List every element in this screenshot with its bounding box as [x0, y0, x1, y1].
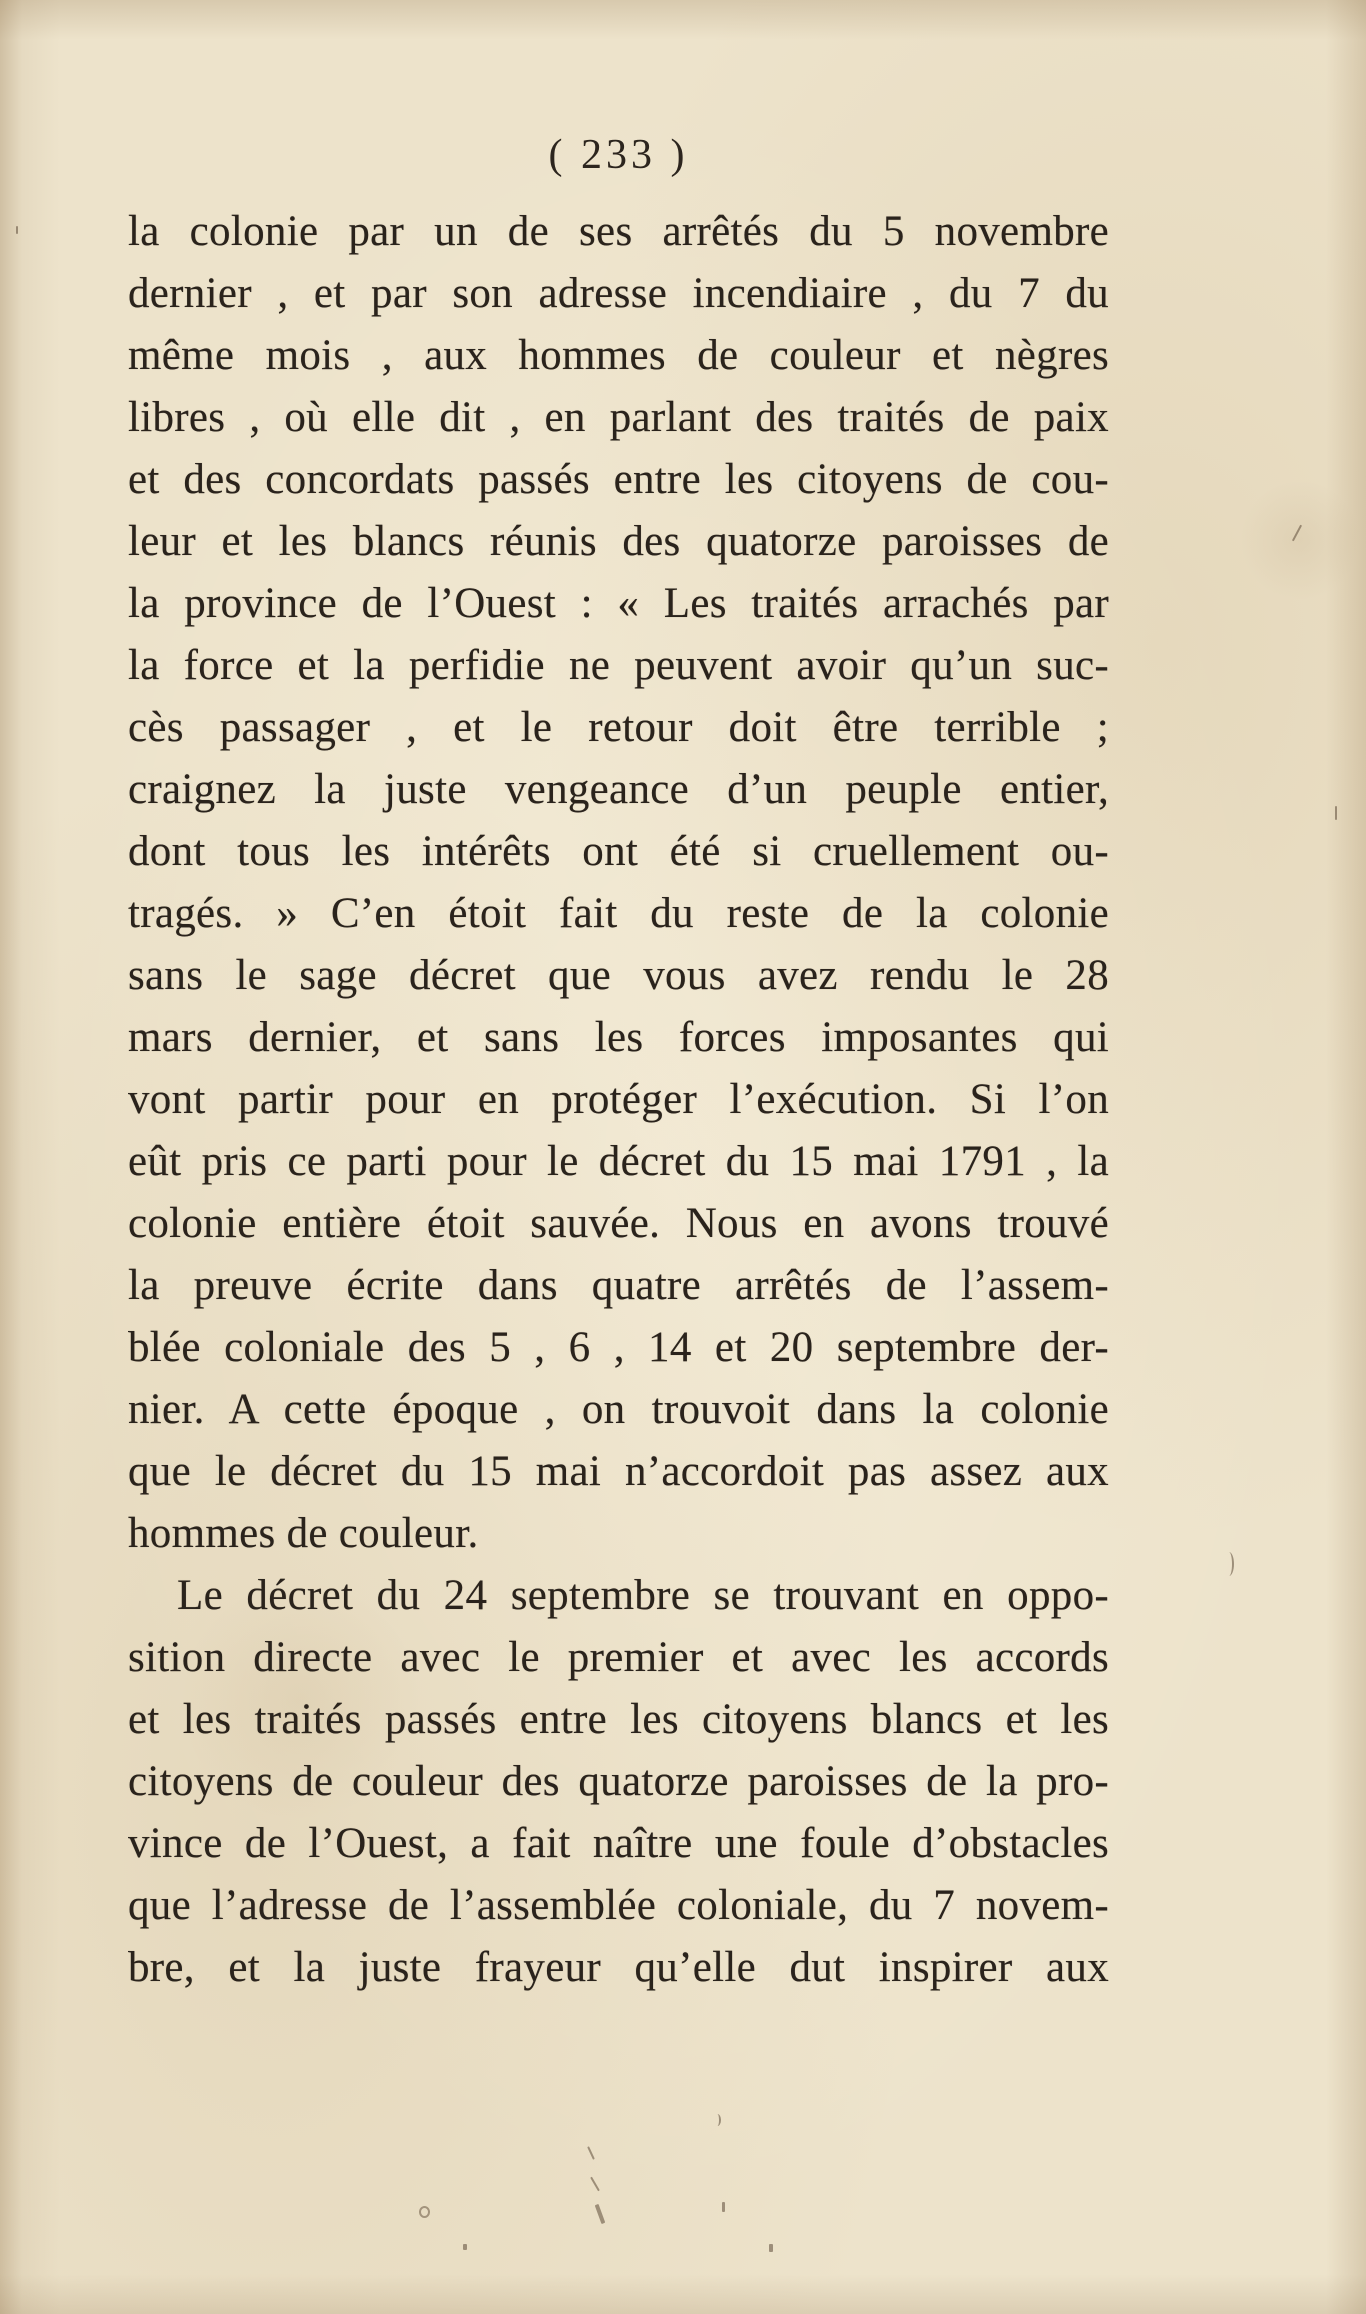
text-line: que l’adresse de l’assemblée coloniale, du 7 novem- [128, 1882, 1109, 1929]
text-line: leur et les blancs réunis des quatorze paroisses de [128, 518, 1109, 565]
text-line: dernier , et par son adresse incendiaire , du 7 du [128, 270, 1109, 317]
text-line: la force et la perfidie ne peuvent avoir qu’un suc- [128, 642, 1109, 689]
text-line: dont tous les intérêts ont été si cruellement ou- [128, 828, 1109, 875]
text-line: même mois , aux hommes de couleur et nègres [128, 332, 1109, 379]
text-line: vont partir pour en protéger l’exécution. Si l’on [128, 1076, 1109, 1123]
text-line: tragés. » C’en étoit fait du reste de la colonie [128, 890, 1109, 937]
text-line: la preuve écrite dans quatre arrêtés de l’assem- [128, 1262, 1109, 1309]
text-line: blée coloniale des 5 , 6 , 14 et 20 septembre der- [128, 1324, 1109, 1371]
text-line: nier. A cette époque , on trouvoit dans la colonie [128, 1386, 1109, 1433]
ink-speck [595, 2204, 606, 2224]
text-line: la province de l’Ouest : « Les traités arrachés par [128, 580, 1109, 627]
paragraph-continued [128, 201, 1109, 1565]
ink-speck [16, 226, 18, 234]
ink-speck [769, 2244, 773, 2252]
text-line: craignez la juste vengeance d’un peuple entier, [128, 766, 1109, 813]
ink-speck [590, 2177, 600, 2192]
text-line-paragraph-end: hommes de couleur. [128, 1510, 479, 1557]
text-line: que le décret du 15 mai n’accordoit pas assez aux [128, 1448, 1109, 1495]
text-line: colonie entière étoit sauvée. Nous en avons trouvé [128, 1200, 1109, 1247]
ink-speck [1224, 1552, 1234, 1576]
text-line: la colonie par un de ses arrêtés du 5 novembre [128, 208, 1109, 255]
ink-speck [1292, 525, 1302, 542]
text-line: citoyens de couleur des quatorze paroisses de la pro- [128, 1758, 1109, 1805]
text-line-paragraph-start: Le décret du 24 septembre se trouvant en oppo- [177, 1572, 1109, 1619]
ink-speck [722, 2202, 725, 2212]
text-line: libres , où elle dit , en parlant des traités de paix [128, 394, 1109, 441]
ink-speck [1335, 806, 1337, 820]
ink-speck [463, 2244, 467, 2250]
paragraph [128, 1565, 1109, 1999]
text-line: mars dernier, et sans les forces imposantes qui [128, 1014, 1109, 1061]
ink-speck [587, 2146, 595, 2160]
text-line: et les traités passés entre les citoyens blancs et les [128, 1696, 1109, 1743]
text-line: et des concordats passés entre les citoyens de cou- [128, 456, 1109, 503]
page-number: ( 233 ) [548, 132, 689, 178]
text-line: cès passager , et le retour doit être terrible ; [128, 704, 1109, 751]
text-line: bre, et la juste frayeur qu’elle dut inspirer aux [128, 1944, 1109, 1991]
text-block [128, 201, 1109, 1999]
text-line: vince de l’Ouest, a fait naître une foule d’obstacles [128, 1820, 1109, 1867]
text-line: sition directe avec le premier et avec les accords [128, 1634, 1109, 1681]
text-line: eût pris ce parti pour le décret du 15 mai 1791 , la [128, 1138, 1109, 1185]
text-line: sans le sage décret que vous avez rendu le 28 [128, 952, 1109, 999]
ink-speck [714, 2114, 721, 2126]
ink-speck [419, 2206, 430, 2218]
